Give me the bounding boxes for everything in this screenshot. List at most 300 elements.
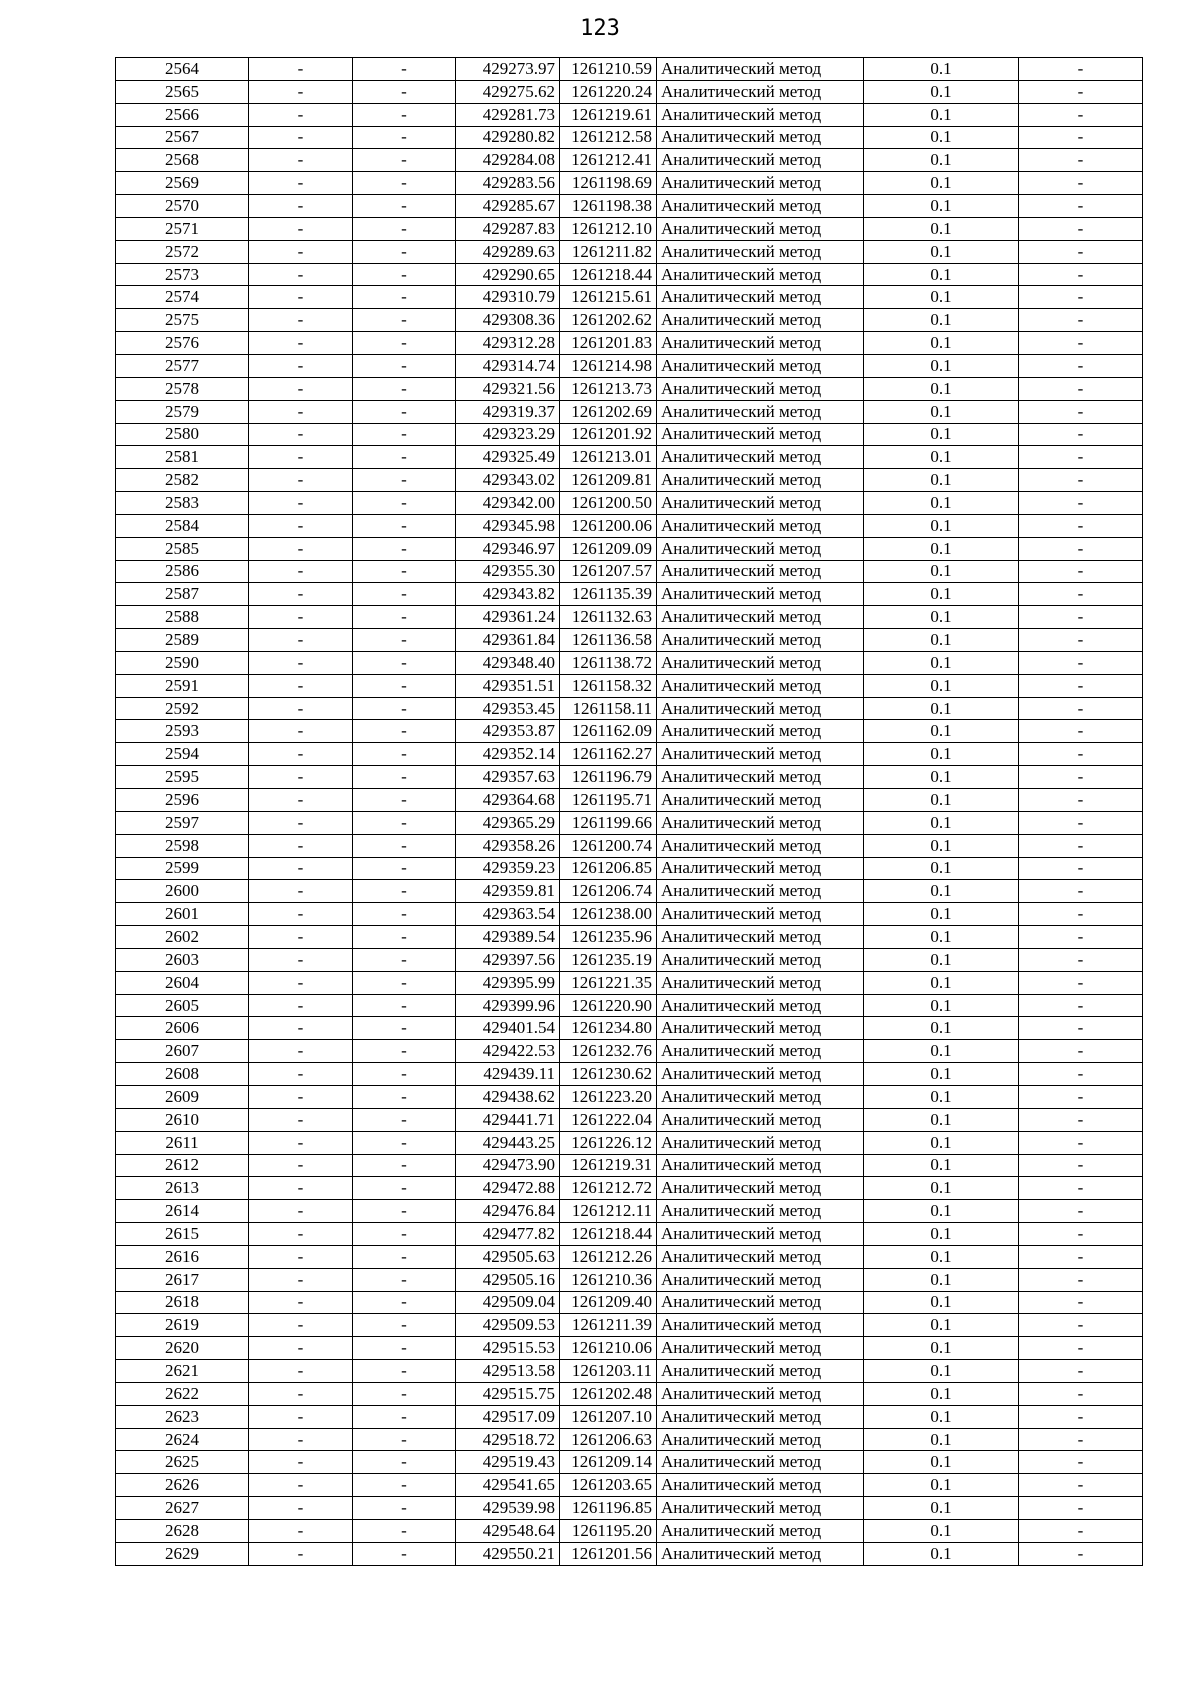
cell-empty-col-2: - xyxy=(353,377,456,400)
cell-coord-y: 1261196.85 xyxy=(560,1497,657,1520)
cell-empty-col-3: - xyxy=(1019,446,1143,469)
cell-accuracy: 0.1 xyxy=(864,240,1019,263)
cell-point-number: 2597 xyxy=(116,811,249,834)
cell-empty-col-2: - xyxy=(353,332,456,355)
cell-coord-y: 1261206.74 xyxy=(560,880,657,903)
cell-coord-x: 429321.56 xyxy=(456,377,560,400)
cell-accuracy: 0.1 xyxy=(864,423,1019,446)
cell-empty-col-3: - xyxy=(1019,309,1143,332)
cell-empty-col-2: - xyxy=(353,1497,456,1520)
cell-coord-y: 1261201.83 xyxy=(560,332,657,355)
cell-empty-col-3: - xyxy=(1019,606,1143,629)
table-row xyxy=(116,80,1143,103)
cell-empty-col-2: - xyxy=(353,1017,456,1040)
table-row xyxy=(116,903,1143,926)
cell-empty-col-2: - xyxy=(353,1451,456,1474)
table-row xyxy=(116,492,1143,515)
cell-empty-col-1: - xyxy=(249,1520,353,1543)
cell-accuracy: 0.1 xyxy=(864,1200,1019,1223)
cell-point-number: 2608 xyxy=(116,1063,249,1086)
cell-coord-x: 429439.11 xyxy=(456,1063,560,1086)
cell-accuracy: 0.1 xyxy=(864,720,1019,743)
cell-accuracy: 0.1 xyxy=(864,400,1019,423)
cell-empty-col-1: - xyxy=(249,971,353,994)
cell-empty-col-2: - xyxy=(353,926,456,949)
cell-method: Аналитический метод xyxy=(657,994,864,1017)
table-row xyxy=(116,1360,1143,1383)
cell-empty-col-1: - xyxy=(249,1542,353,1565)
cell-accuracy: 0.1 xyxy=(864,560,1019,583)
cell-point-number: 2615 xyxy=(116,1223,249,1246)
cell-accuracy: 0.1 xyxy=(864,994,1019,1017)
cell-accuracy: 0.1 xyxy=(864,492,1019,515)
cell-empty-col-3: - xyxy=(1019,1108,1143,1131)
cell-empty-col-2: - xyxy=(353,1245,456,1268)
cell-empty-col-1: - xyxy=(249,1360,353,1383)
table-row xyxy=(116,126,1143,149)
table-row xyxy=(116,1382,1143,1405)
cell-empty-col-2: - xyxy=(353,789,456,812)
cell-empty-col-3: - xyxy=(1019,1542,1143,1565)
cell-empty-col-2: - xyxy=(353,1040,456,1063)
cell-point-number: 2575 xyxy=(116,309,249,332)
table-row xyxy=(116,994,1143,1017)
cell-accuracy: 0.1 xyxy=(864,1177,1019,1200)
cell-empty-col-1: - xyxy=(249,309,353,332)
cell-coord-y: 1261212.58 xyxy=(560,126,657,149)
cell-empty-col-1: - xyxy=(249,789,353,812)
cell-point-number: 2612 xyxy=(116,1154,249,1177)
cell-empty-col-3: - xyxy=(1019,1474,1143,1497)
cell-point-number: 2570 xyxy=(116,195,249,218)
cell-coord-y: 1261209.14 xyxy=(560,1451,657,1474)
cell-coord-x: 429342.00 xyxy=(456,492,560,515)
cell-coord-y: 1261212.72 xyxy=(560,1177,657,1200)
cell-coord-x: 429348.40 xyxy=(456,651,560,674)
cell-empty-col-1: - xyxy=(249,423,353,446)
cell-method: Аналитический метод xyxy=(657,332,864,355)
cell-empty-col-2: - xyxy=(353,1154,456,1177)
cell-empty-col-1: - xyxy=(249,1063,353,1086)
cell-empty-col-1: - xyxy=(249,537,353,560)
table-row xyxy=(116,172,1143,195)
cell-method: Аналитический метод xyxy=(657,720,864,743)
cell-empty-col-1: - xyxy=(249,1382,353,1405)
cell-point-number: 2607 xyxy=(116,1040,249,1063)
table-row xyxy=(116,58,1143,81)
cell-empty-col-1: - xyxy=(249,1291,353,1314)
cell-empty-col-1: - xyxy=(249,195,353,218)
cell-method: Аналитический метод xyxy=(657,1382,864,1405)
table-row xyxy=(116,217,1143,240)
cell-empty-col-3: - xyxy=(1019,880,1143,903)
cell-coord-y: 1261220.24 xyxy=(560,80,657,103)
cell-method: Аналитический метод xyxy=(657,172,864,195)
cell-empty-col-3: - xyxy=(1019,126,1143,149)
cell-method: Аналитический метод xyxy=(657,103,864,126)
cell-empty-col-1: - xyxy=(249,674,353,697)
cell-empty-col-1: - xyxy=(249,172,353,195)
cell-point-number: 2588 xyxy=(116,606,249,629)
cell-empty-col-1: - xyxy=(249,994,353,1017)
cell-empty-col-1: - xyxy=(249,629,353,652)
cell-accuracy: 0.1 xyxy=(864,834,1019,857)
cell-empty-col-3: - xyxy=(1019,514,1143,537)
cell-accuracy: 0.1 xyxy=(864,377,1019,400)
cell-point-number: 2606 xyxy=(116,1017,249,1040)
cell-empty-col-2: - xyxy=(353,286,456,309)
cell-method: Аналитический метод xyxy=(657,1314,864,1337)
cell-coord-y: 1261214.98 xyxy=(560,354,657,377)
cell-empty-col-2: - xyxy=(353,1474,456,1497)
cell-coord-x: 429352.14 xyxy=(456,743,560,766)
table-row xyxy=(116,606,1143,629)
cell-empty-col-3: - xyxy=(1019,1245,1143,1268)
cell-empty-col-2: - xyxy=(353,766,456,789)
cell-empty-col-3: - xyxy=(1019,217,1143,240)
cell-accuracy: 0.1 xyxy=(864,172,1019,195)
table-row xyxy=(116,1314,1143,1337)
cell-empty-col-2: - xyxy=(353,560,456,583)
cell-empty-col-1: - xyxy=(249,400,353,423)
cell-empty-col-2: - xyxy=(353,1405,456,1428)
cell-empty-col-2: - xyxy=(353,400,456,423)
cell-point-number: 2568 xyxy=(116,149,249,172)
cell-accuracy: 0.1 xyxy=(864,606,1019,629)
table-row xyxy=(116,263,1143,286)
cell-coord-y: 1261218.44 xyxy=(560,1223,657,1246)
cell-coord-y: 1261209.09 xyxy=(560,537,657,560)
cell-coord-x: 429355.30 xyxy=(456,560,560,583)
cell-point-number: 2605 xyxy=(116,994,249,1017)
cell-empty-col-2: - xyxy=(353,217,456,240)
cell-empty-col-1: - xyxy=(249,697,353,720)
cell-coord-x: 429284.08 xyxy=(456,149,560,172)
cell-coord-y: 1261210.36 xyxy=(560,1268,657,1291)
cell-method: Аналитический метод xyxy=(657,240,864,263)
cell-accuracy: 0.1 xyxy=(864,1520,1019,1543)
cell-point-number: 2601 xyxy=(116,903,249,926)
cell-empty-col-1: - xyxy=(249,1154,353,1177)
cell-coord-y: 1261211.39 xyxy=(560,1314,657,1337)
cell-coord-y: 1261158.32 xyxy=(560,674,657,697)
cell-coord-x: 429519.43 xyxy=(456,1451,560,1474)
table-row xyxy=(116,971,1143,994)
cell-empty-col-3: - xyxy=(1019,1291,1143,1314)
cell-empty-col-2: - xyxy=(353,195,456,218)
cell-coord-y: 1261206.85 xyxy=(560,857,657,880)
cell-empty-col-2: - xyxy=(353,583,456,606)
cell-empty-col-2: - xyxy=(353,1291,456,1314)
cell-coord-y: 1261202.48 xyxy=(560,1382,657,1405)
cell-empty-col-2: - xyxy=(353,1085,456,1108)
table-row xyxy=(116,880,1143,903)
cell-coord-y: 1261210.59 xyxy=(560,58,657,81)
cell-empty-col-1: - xyxy=(249,1245,353,1268)
cell-empty-col-2: - xyxy=(353,149,456,172)
cell-empty-col-1: - xyxy=(249,492,353,515)
cell-method: Аналитический метод xyxy=(657,1063,864,1086)
cell-empty-col-2: - xyxy=(353,1108,456,1131)
cell-empty-col-3: - xyxy=(1019,903,1143,926)
cell-empty-col-3: - xyxy=(1019,743,1143,766)
cell-empty-col-3: - xyxy=(1019,149,1143,172)
cell-empty-col-3: - xyxy=(1019,1360,1143,1383)
cell-coord-x: 429345.98 xyxy=(456,514,560,537)
cell-point-number: 2619 xyxy=(116,1314,249,1337)
cell-coord-x: 429325.49 xyxy=(456,446,560,469)
cell-method: Аналитический метод xyxy=(657,629,864,652)
cell-method: Аналитический метод xyxy=(657,423,864,446)
cell-coord-y: 1261201.92 xyxy=(560,423,657,446)
table-row xyxy=(116,560,1143,583)
cell-accuracy: 0.1 xyxy=(864,629,1019,652)
cell-coord-y: 1261221.35 xyxy=(560,971,657,994)
cell-method: Аналитический метод xyxy=(657,857,864,880)
cell-coord-x: 429358.26 xyxy=(456,834,560,857)
cell-coord-y: 1261235.19 xyxy=(560,948,657,971)
cell-coord-x: 429275.62 xyxy=(456,80,560,103)
cell-coord-x: 429361.24 xyxy=(456,606,560,629)
cell-point-number: 2586 xyxy=(116,560,249,583)
cell-empty-col-1: - xyxy=(249,857,353,880)
table-row xyxy=(116,240,1143,263)
cell-point-number: 2610 xyxy=(116,1108,249,1131)
cell-accuracy: 0.1 xyxy=(864,1405,1019,1428)
cell-empty-col-1: - xyxy=(249,766,353,789)
cell-method: Аналитический метод xyxy=(657,903,864,926)
cell-empty-col-3: - xyxy=(1019,1154,1143,1177)
table-row xyxy=(116,1337,1143,1360)
cell-coord-y: 1261222.04 xyxy=(560,1108,657,1131)
cell-empty-col-1: - xyxy=(249,1314,353,1337)
cell-coord-y: 1261213.01 xyxy=(560,446,657,469)
cell-accuracy: 0.1 xyxy=(864,1474,1019,1497)
cell-coord-y: 1261198.69 xyxy=(560,172,657,195)
cell-coord-y: 1261234.80 xyxy=(560,1017,657,1040)
cell-coord-y: 1261215.61 xyxy=(560,286,657,309)
cell-coord-y: 1261203.65 xyxy=(560,1474,657,1497)
cell-coord-x: 429353.45 xyxy=(456,697,560,720)
table-row xyxy=(116,1542,1143,1565)
table-row xyxy=(116,1154,1143,1177)
cell-coord-x: 429397.56 xyxy=(456,948,560,971)
table-row xyxy=(116,354,1143,377)
cell-point-number: 2594 xyxy=(116,743,249,766)
cell-accuracy: 0.1 xyxy=(864,1291,1019,1314)
cell-coord-x: 429289.63 xyxy=(456,240,560,263)
cell-method: Аналитический метод xyxy=(657,1131,864,1154)
cell-empty-col-1: - xyxy=(249,217,353,240)
cell-empty-col-1: - xyxy=(249,560,353,583)
cell-empty-col-1: - xyxy=(249,332,353,355)
cell-method: Аналитический метод xyxy=(657,1497,864,1520)
cell-method: Аналитический метод xyxy=(657,1017,864,1040)
cell-coord-y: 1261132.63 xyxy=(560,606,657,629)
cell-method: Аналитический метод xyxy=(657,126,864,149)
cell-empty-col-2: - xyxy=(353,126,456,149)
cell-point-number: 2620 xyxy=(116,1337,249,1360)
cell-coord-x: 429509.04 xyxy=(456,1291,560,1314)
cell-coord-y: 1261198.38 xyxy=(560,195,657,218)
cell-coord-y: 1261200.74 xyxy=(560,834,657,857)
cell-accuracy: 0.1 xyxy=(864,583,1019,606)
cell-accuracy: 0.1 xyxy=(864,1154,1019,1177)
cell-coord-y: 1261219.61 xyxy=(560,103,657,126)
cell-empty-col-2: - xyxy=(353,492,456,515)
cell-accuracy: 0.1 xyxy=(864,195,1019,218)
cell-accuracy: 0.1 xyxy=(864,217,1019,240)
cell-empty-col-2: - xyxy=(353,1337,456,1360)
cell-coord-x: 429476.84 xyxy=(456,1200,560,1223)
cell-accuracy: 0.1 xyxy=(864,332,1019,355)
cell-empty-col-1: - xyxy=(249,58,353,81)
cell-empty-col-1: - xyxy=(249,263,353,286)
table-row xyxy=(116,423,1143,446)
cell-empty-col-2: - xyxy=(353,606,456,629)
cell-point-number: 2627 xyxy=(116,1497,249,1520)
cell-coord-y: 1261162.27 xyxy=(560,743,657,766)
table-row xyxy=(116,789,1143,812)
cell-empty-col-1: - xyxy=(249,469,353,492)
cell-accuracy: 0.1 xyxy=(864,1085,1019,1108)
cell-method: Аналитический метод xyxy=(657,149,864,172)
cell-coord-x: 429505.16 xyxy=(456,1268,560,1291)
cell-method: Аналитический метод xyxy=(657,880,864,903)
cell-point-number: 2599 xyxy=(116,857,249,880)
cell-empty-col-3: - xyxy=(1019,857,1143,880)
cell-accuracy: 0.1 xyxy=(864,1314,1019,1337)
cell-coord-y: 1261202.62 xyxy=(560,309,657,332)
cell-method: Аналитический метод xyxy=(657,195,864,218)
cell-coord-x: 429343.02 xyxy=(456,469,560,492)
table-row xyxy=(116,149,1143,172)
cell-empty-col-1: - xyxy=(249,903,353,926)
cell-method: Аналитический метод xyxy=(657,469,864,492)
cell-coord-x: 429343.82 xyxy=(456,583,560,606)
cell-empty-col-3: - xyxy=(1019,195,1143,218)
cell-coord-x: 429359.23 xyxy=(456,857,560,880)
cell-empty-col-1: - xyxy=(249,1405,353,1428)
cell-empty-col-2: - xyxy=(353,857,456,880)
cell-point-number: 2572 xyxy=(116,240,249,263)
cell-empty-col-1: - xyxy=(249,720,353,743)
cell-coord-y: 1261238.00 xyxy=(560,903,657,926)
cell-empty-col-1: - xyxy=(249,1085,353,1108)
cell-empty-col-2: - xyxy=(353,263,456,286)
cell-empty-col-3: - xyxy=(1019,469,1143,492)
table-row xyxy=(116,1040,1143,1063)
cell-accuracy: 0.1 xyxy=(864,149,1019,172)
cell-empty-col-3: - xyxy=(1019,560,1143,583)
cell-coord-y: 1261219.31 xyxy=(560,1154,657,1177)
cell-empty-col-3: - xyxy=(1019,263,1143,286)
cell-coord-x: 429359.81 xyxy=(456,880,560,903)
cell-coord-y: 1261162.09 xyxy=(560,720,657,743)
cell-empty-col-3: - xyxy=(1019,172,1143,195)
cell-empty-col-3: - xyxy=(1019,400,1143,423)
cell-coord-x: 429308.36 xyxy=(456,309,560,332)
cell-coord-x: 429518.72 xyxy=(456,1428,560,1451)
cell-empty-col-1: - xyxy=(249,80,353,103)
cell-empty-col-1: - xyxy=(249,1428,353,1451)
cell-empty-col-1: - xyxy=(249,103,353,126)
table-row xyxy=(116,103,1143,126)
cell-empty-col-3: - xyxy=(1019,1405,1143,1428)
table-row xyxy=(116,1017,1143,1040)
cell-method: Аналитический метод xyxy=(657,789,864,812)
cell-accuracy: 0.1 xyxy=(864,651,1019,674)
cell-empty-col-1: - xyxy=(249,149,353,172)
table-row xyxy=(116,1200,1143,1223)
cell-method: Аналитический метод xyxy=(657,1040,864,1063)
cell-accuracy: 0.1 xyxy=(864,446,1019,469)
cell-empty-col-1: - xyxy=(249,606,353,629)
cell-empty-col-3: - xyxy=(1019,811,1143,834)
cell-method: Аналитический метод xyxy=(657,263,864,286)
cell-empty-col-1: - xyxy=(249,1268,353,1291)
cell-accuracy: 0.1 xyxy=(864,857,1019,880)
cell-empty-col-3: - xyxy=(1019,1200,1143,1223)
cell-empty-col-1: - xyxy=(249,1108,353,1131)
cell-accuracy: 0.1 xyxy=(864,1428,1019,1451)
cell-point-number: 2613 xyxy=(116,1177,249,1200)
cell-method: Аналитический метод xyxy=(657,1337,864,1360)
cell-coord-x: 429422.53 xyxy=(456,1040,560,1063)
cell-point-number: 2582 xyxy=(116,469,249,492)
cell-coord-y: 1261220.90 xyxy=(560,994,657,1017)
cell-coord-y: 1261158.11 xyxy=(560,697,657,720)
cell-coord-x: 429283.56 xyxy=(456,172,560,195)
table-row xyxy=(116,1474,1143,1497)
cell-coord-x: 429477.82 xyxy=(456,1223,560,1246)
cell-accuracy: 0.1 xyxy=(864,948,1019,971)
cell-coord-y: 1261136.58 xyxy=(560,629,657,652)
cell-empty-col-1: - xyxy=(249,583,353,606)
cell-point-number: 2580 xyxy=(116,423,249,446)
cell-coord-y: 1261226.12 xyxy=(560,1131,657,1154)
cell-empty-col-3: - xyxy=(1019,1520,1143,1543)
table-row xyxy=(116,743,1143,766)
cell-coord-x: 429473.90 xyxy=(456,1154,560,1177)
cell-accuracy: 0.1 xyxy=(864,1108,1019,1131)
cell-point-number: 2600 xyxy=(116,880,249,903)
cell-empty-col-2: - xyxy=(353,1360,456,1383)
table-row xyxy=(116,583,1143,606)
cell-coord-x: 429389.54 xyxy=(456,926,560,949)
cell-empty-col-3: - xyxy=(1019,697,1143,720)
cell-point-number: 2604 xyxy=(116,971,249,994)
cell-point-number: 2574 xyxy=(116,286,249,309)
cell-method: Аналитический метод xyxy=(657,80,864,103)
cell-coord-x: 429351.51 xyxy=(456,674,560,697)
cell-accuracy: 0.1 xyxy=(864,103,1019,126)
table-row xyxy=(116,514,1143,537)
cell-coord-x: 429281.73 xyxy=(456,103,560,126)
cell-point-number: 2596 xyxy=(116,789,249,812)
cell-empty-col-2: - xyxy=(353,1428,456,1451)
cell-empty-col-2: - xyxy=(353,743,456,766)
cell-empty-col-2: - xyxy=(353,971,456,994)
cell-empty-col-2: - xyxy=(353,423,456,446)
cell-method: Аналитический метод xyxy=(657,766,864,789)
cell-coord-x: 429287.83 xyxy=(456,217,560,240)
cell-coord-x: 429310.79 xyxy=(456,286,560,309)
cell-empty-col-2: - xyxy=(353,651,456,674)
cell-point-number: 2614 xyxy=(116,1200,249,1223)
cell-empty-col-2: - xyxy=(353,1520,456,1543)
cell-accuracy: 0.1 xyxy=(864,1063,1019,1086)
